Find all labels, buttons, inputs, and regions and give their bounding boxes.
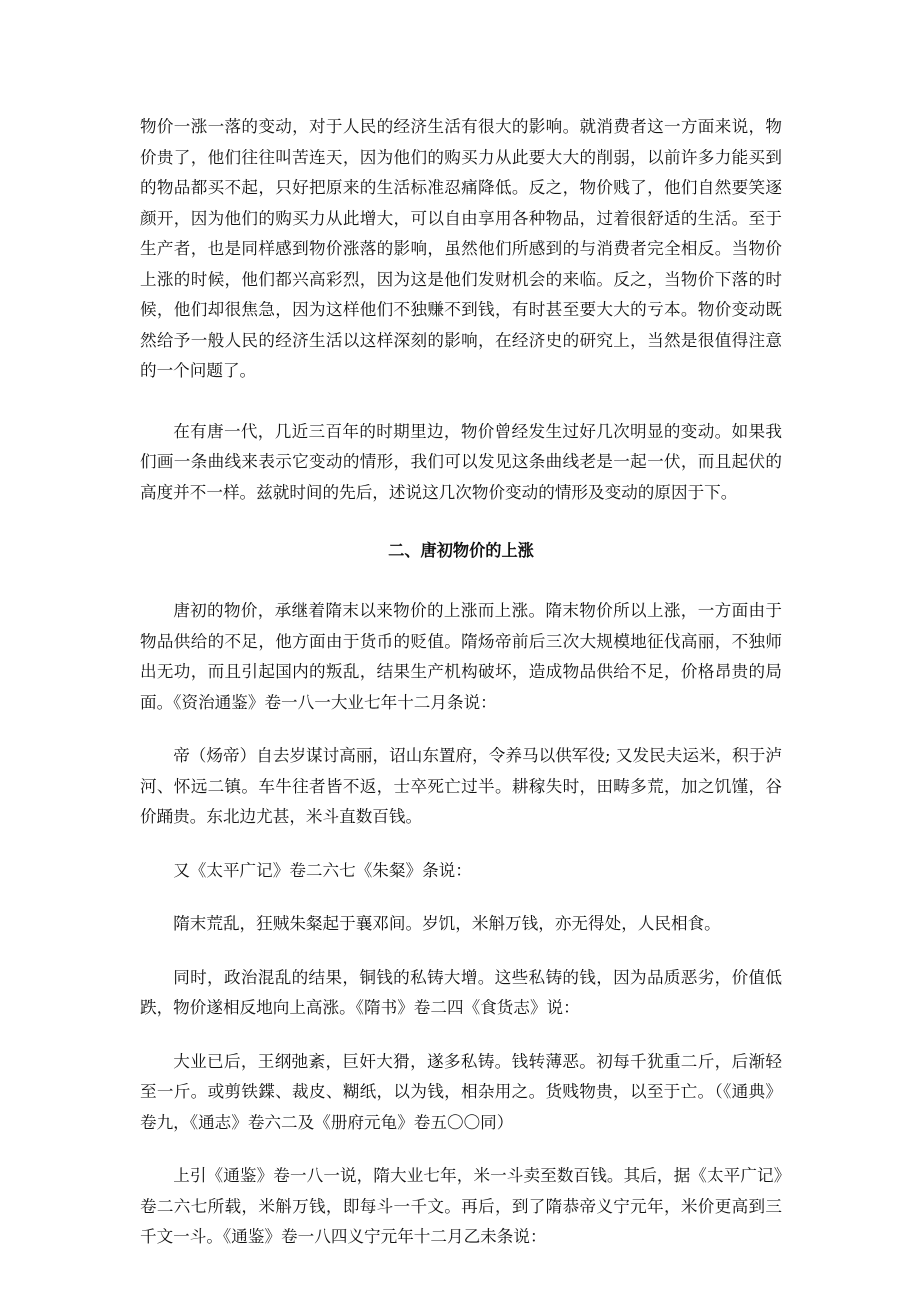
quote-zizhi-tongjian: 帝（炀帝）自去岁谋讨高丽，诏山东置府，令养马以供军役; 又发民夫运米，积于泸河、怀远二镇。车牛往者皆不返，士卒死亡过半。耕稼失时，田畴多荒，加之饥馑，谷价踊贵。东北边尤甚，米斗直数百钱。 bbox=[140, 746, 782, 826]
document-body bbox=[140, 112, 782, 1253]
quote-suishu-shihuozhi: 大业已后，王纲弛紊，巨奸大猾，遂多私铸。钱转薄恶。初每千犹重二斤，后渐轻至一斤。或剪铁鍱、裁皮、糊纸，以为钱，相杂用之。货贱物贵，以至于亡。（《通典》卷九，《通志》卷六二及《册府元龟》卷五〇〇同） bbox=[140, 1051, 782, 1132]
paragraph-early-tang-prices: 唐初的物价，承继着隋末以来物价的上涨而上涨。隋末物价所以上涨，一方面由于物品供给的不足，他方面由于货币的贬值。隋炀帝前后三次大规模地征伐高丽，不独师出无功，而且引起国内的叛乱，结果生产机构破坏，造成物品供给不足，价格昂贵的局面。《资治通鉴》卷一八一大业七年十二月条说： bbox=[140, 601, 782, 712]
paragraph-price-impact: 物价一涨一落的变动，对于人民的经济生活有很大的影响。就消费者这一方面来说，物价贵了，他们往往叫苦连天，因为他们的购买力从此要大大的削弱，以前许多力能买到的物品都买不起，只好把原来的生活标准忍痛降低。反之，物价贱了，他们自然要笑逐颜开，因为他们的购买力从此增大，可以自由享用各种物品，过着很舒适的生活。至于生产者，也是同样感到物价涨落的影响，虽然他们所感到的与消费者完全相反。当物价上涨的时候，他们都兴高彩烈，因为这是他们发财机会的来临。反之，当物价下落的时候，他们却很焦急，因为这样他们不独赚不到钱，有时甚至要大大的亏本。物价变动既然给予一般人民的经济生活以这样深刻的影响，在经济史的研究上，当然是很值得注意的一个问题了。 bbox=[140, 117, 782, 380]
paragraph-taiping-guangji-intro: 又《太平广记》卷二六七《朱粲》条说： bbox=[173, 860, 472, 880]
paragraph-tang-overview: 在有唐一代，几近三百年的时期里边，物价曾经发生过好几次明显的变动。如果我们画一条曲线来表示它变动的情形，我们可以发见这条曲线老是一起一伏，而且起伏的高度并不一样。兹就时间的先后，述说这几次物价变动的情形及变动的原因于下。 bbox=[140, 421, 782, 502]
paragraph-rice-price-summary: 上引《通鉴》卷一八一说，隋大业七年，米一斗卖至数百钱。其后，据《太平广记》卷二六七所载，米斛万钱，即每斗一千文。再后，到了隋恭帝义宁元年，米价更高到三千文一斗。《通鉴》卷一八四义宁元年十二月乙未条说： bbox=[140, 1166, 782, 1246]
paragraph-private-minting: 同时，政治混乱的结果，铜钱的私铸大增。这些私铸的钱，因为品质恶劣，价值低跌，物价遂相反地向上高涨。《隋书》卷二四《食货志》说： bbox=[140, 967, 782, 1017]
quote-zhu-can: 隋末荒乱，狂贼朱粲起于襄邓间。岁饥，米斛万钱，亦无得处，人民相食。 bbox=[173, 914, 721, 933]
section-heading: 二、唐初物价的上涨 bbox=[388, 541, 534, 560]
